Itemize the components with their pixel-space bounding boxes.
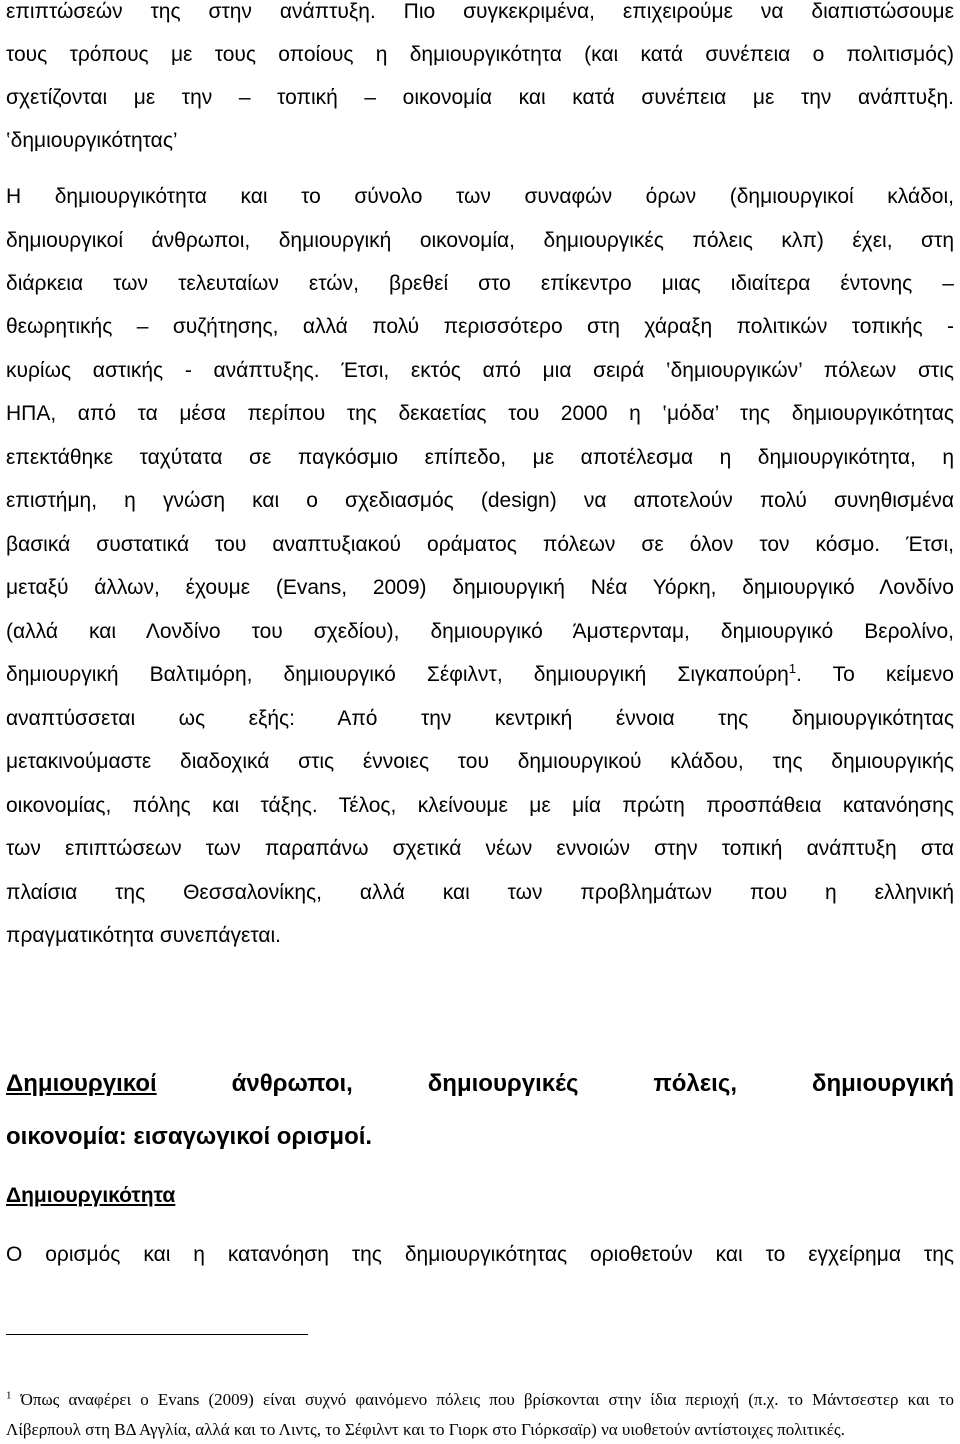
intro-line-2: τους τρόπους με τους οποίους η δημιουργικότητα (και κατά συνέπεια ο πολιτισμός) (6, 43, 954, 66)
paragraph-line-13: αναπτύσσεται ως εξής: Από την κεντρική έννοια της δημιουργικότητας (6, 707, 954, 730)
paragraph-line-18: πραγματικότητα συνεπάγεται. (6, 924, 281, 947)
paragraph-line-16: των επιπτώσεων των παραπάνω σχετικά νέων εννοιών στην τοπική ανάπτυξη στα (6, 837, 954, 860)
paragraph-line-12 (6, 662, 954, 688)
paragraph-line-4: θεωρητικής – συζήτησης, αλλά πολύ περισσότερο στη χάραξη πολιτικών τοπικής - (6, 315, 954, 338)
paragraph-line-17: πλαίσια της Θεσσαλονίκης, αλλά και των προβλημάτων που η ελληνική (6, 881, 954, 904)
paragraph-line-12-text: δημιουργική Βαλτιμόρη, δημιουργικό Σέφιλντ, δημιουργική Σιγκαπούρη (6, 663, 789, 686)
intro-line-1: επιπτώσεών της στην ανάπτυξη. Πιο συγκεκριμένα, επιχειρούμε να διαπιστώσουμε (6, 0, 954, 23)
section-heading-rest: άνθρωποι, δημιουργικές πόλεις, δημιουργική (156, 1070, 954, 1097)
subsection-heading (6, 1183, 175, 1209)
section-heading-underlined-word: Δημιουργικοί (6, 1070, 157, 1097)
paragraph-line-6: ΗΠΑ, από τα μέσα περίπου της δεκαετίας του 2000 η ‛μόδα’ της δημιουργικότητας (6, 402, 954, 425)
paragraph-line-14: μετακινούμαστε διαδοχικά στις έννοιες του δημιουργικού κλάδου, της δημιουργικής (6, 750, 954, 773)
footnote-mark: 1 (6, 1389, 12, 1402)
footnote-separator (6, 1334, 308, 1335)
intro-line-4: ‛δημιουργικότητας’ (6, 129, 178, 152)
paragraph-line-7: επεκτάθηκε ταχύτατα σε παγκόσμιο επίπεδο, με αποτέλεσμα η δημιουργικότητα, η (6, 446, 954, 469)
footnote-line-1 (6, 1389, 954, 1411)
subsection-heading-initial: Δημιουργικότητα (6, 1184, 176, 1207)
paragraph-line-15: οικονομίας, πόλης και τάξης. Τέλος, κλείνουμε με μία πρώτη προσπάθεια κατανόησης (6, 794, 954, 817)
paragraph-line-3: διάρκεια των τελευταίων ετών, βρεθεί στο επίκεντρο μιας ιδιαίτερα έντονης – (6, 272, 954, 295)
footnote-line-1-text: Όπως αναφέρει ο Evans (2009) είναι συχνό φαινόμενο πόλεις που βρίσκονται στην ίδια περιοχή (π.χ. το Μάντσεστερ και το (11, 1390, 954, 1409)
paragraph-line-12-tail: . Το κείμενο (796, 663, 954, 686)
section-heading-line-1 (6, 1069, 954, 1099)
footnote-line-2: Λίβερπουλ στη ΒΔ Αγγλία, αλλά και το Λιντς, το Σέφιλντ και το Γιορκ στο Γιόρκσαϊρ) να υιοθετούν αντίστοιχες πολιτικές. (6, 1420, 845, 1439)
paragraph-line-10: μεταξύ άλλων, έχουμε (Evans, 2009) δημιουργική Νέα Υόρκη, δημιουργικό Λονδίνο (6, 576, 954, 599)
paragraph-line-8: επιστήμη, η γνώση και ο σχεδιασμός (design) να αποτελούν πολύ συνηθισμένα (6, 489, 954, 512)
section-heading-line-2: οικονομία: εισαγωγικοί ορισμοί. (6, 1123, 373, 1150)
subsection-line-1: Ο ορισμός και η κατανόηση της δημιουργικότητας οριοθετούν και το εγχείρημα της (6, 1243, 954, 1266)
paragraph-line-5: κυρίως αστικής - ανάπτυξης. Έτσι, εκτός από μια σειρά ‛δημιουργικών’ πόλεων στις (6, 359, 954, 382)
intro-line-3: σχετίζονται με την – τοπική – οικονομία και κατά συνέπεια με την ανάπτυξη. (6, 86, 954, 109)
paragraph-line-9: βασικά συστατικά του αναπτυξιακού οράματος πόλεων σε όλον τον κόσμο. Έτσι, (6, 533, 954, 556)
paragraph-line-1: Η δημιουργικότητα και το σύνολο των συναφών όρων (δημιουργικοί κλάδοι, (6, 185, 954, 208)
footnote-reference[interactable]: 1 (788, 661, 797, 676)
paragraph-line-2: δημιουργικοί άνθρωποι, δημιουργική οικονομία, δημιουργικές πόλεις κλπ) έχει, στη (6, 229, 954, 252)
paragraph-line-11: (αλλά και Λονδίνο του σχεδίου), δημιουργικό Άμστερνταμ, δημιουργικό Βερολίνο, (6, 620, 954, 643)
